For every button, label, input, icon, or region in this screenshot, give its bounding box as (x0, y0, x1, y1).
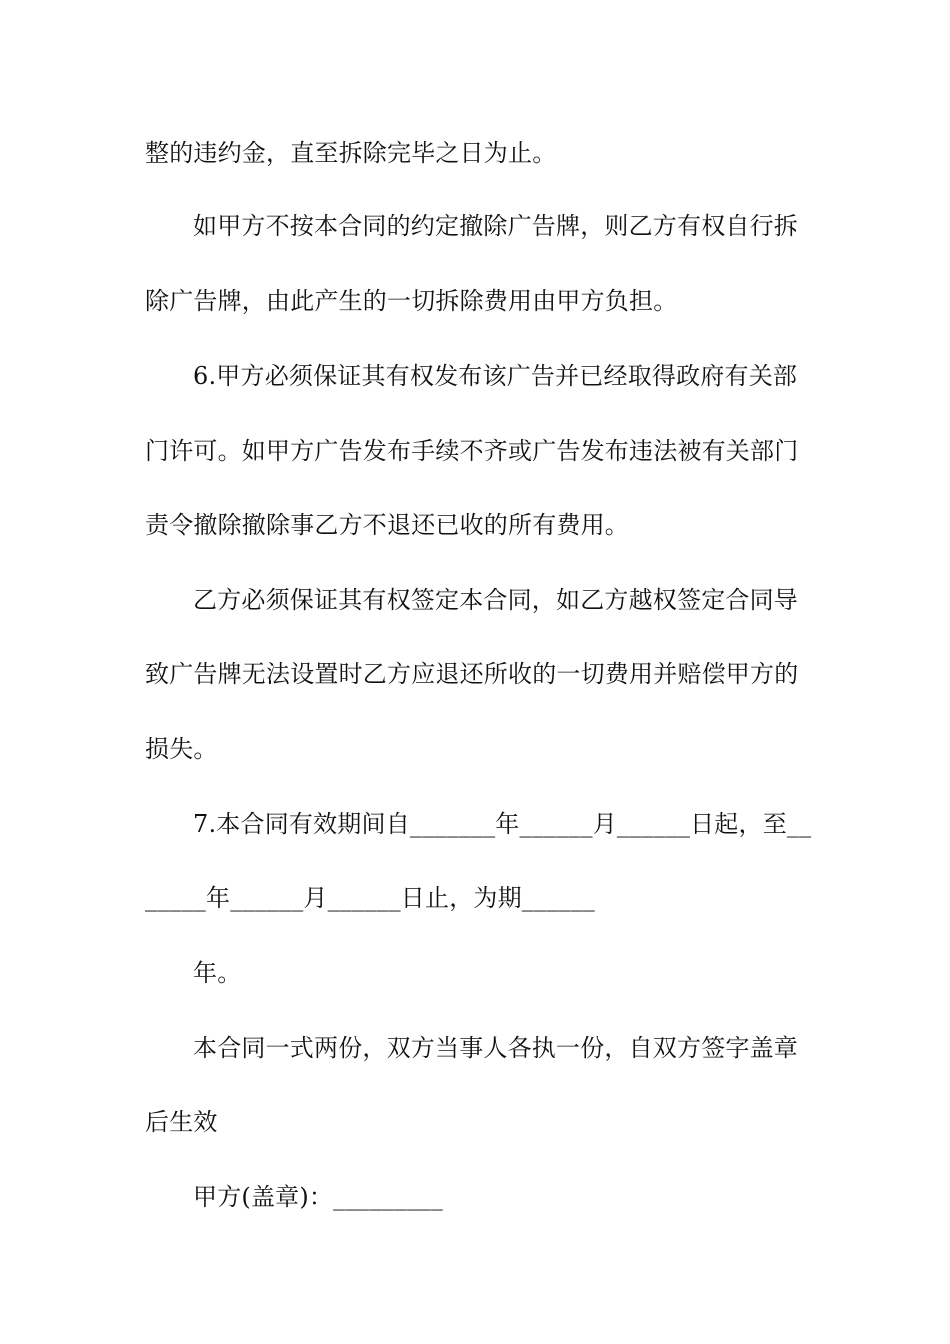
signature-line: 甲方(盖章)：_________ (193, 1183, 443, 1211)
text-line: 损失。 (145, 735, 218, 763)
text-line: 6.甲方必须保证其有权发布该广告并已经取得政府有关部 (193, 362, 798, 390)
text-line: 7.本合同有效期间自_______年______月______日起，至__ (193, 810, 812, 838)
text-line: 除广告牌，由此产生的一切拆除费用由甲方负担。 (145, 287, 678, 315)
text-line: 后生效 (145, 1108, 218, 1136)
text-line: 门许可。如甲方广告发布手续不齐或广告发布违法被有关部门 (145, 437, 799, 465)
text-line: _____年______月______日止，为期______ (145, 884, 595, 912)
text-line: 乙方必须保证其有权签定本合同，如乙方越权签定合同导 (193, 586, 798, 614)
text-line: 整的违约金，直至拆除完毕之日为止。 (145, 139, 557, 167)
text-line: 责令撤除撤除事乙方不退还已收的所有费用。 (145, 511, 629, 539)
text-line: 本合同一式两份，双方当事人各执一份，自双方签字盖章 (193, 1034, 798, 1062)
text-line: 如甲方不按本合同的约定撤除广告牌，则乙方有权自行拆 (193, 212, 798, 240)
text-line: 致广告牌无法设置时乙方应退还所收的一切费用并赔偿甲方的 (145, 660, 799, 688)
text-line: 年。 (193, 959, 242, 987)
